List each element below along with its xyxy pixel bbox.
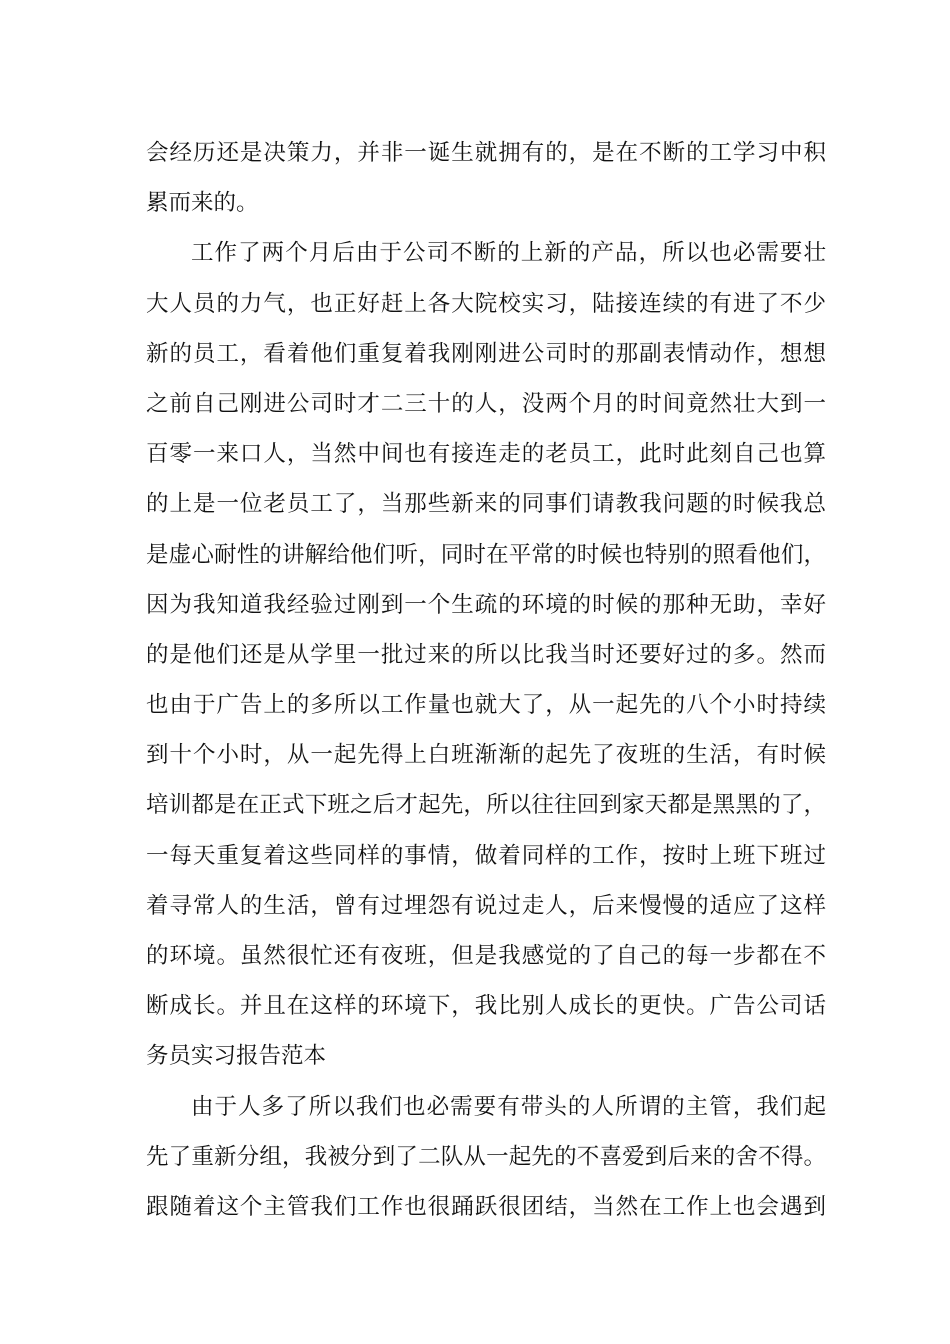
text-line: 务员实习报告范本 <box>146 1043 327 1070</box>
text-line: 也由于广告上的多所以工作量也就大了，从一起先的八个小时持续 <box>146 692 826 719</box>
text-line: 的环境。虽然很忙还有夜班，但是我感觉的了自己的每一步都在不 <box>146 943 826 969</box>
text-line: 百零一来口人，当然中间也有接连走的老员工，此时此刻自己也算 <box>146 441 826 468</box>
text-line: 培训都是在正式下班之后才起先，所以往往回到家天都是黑黑的了， <box>146 792 826 819</box>
text-line: 的是他们还是从学里一批过来的所以比我当时还要好过的多。然而 <box>146 641 826 668</box>
text-line: 之前自己刚进公司时才二三十的人，没两个月的时间竟然壮大到一 <box>146 390 826 417</box>
text-line: 着寻常人的生活，曾有过埋怨有说过走人，后来慢慢的适应了这样 <box>146 892 826 919</box>
text-line: 累而来的。 <box>146 190 259 217</box>
text-line: 会经历还是决策力，并非一诞生就拥有的，是在不断的工学习中积 <box>146 140 826 166</box>
text-line: 因为我知道我经验过刚到一个生疏的环境的时候的那种无助，幸好 <box>146 591 826 618</box>
text-line: 的上是一位老员工了，当那些新来的同事们请教我问题的时候我总 <box>146 491 826 518</box>
text-line: 到十个小时，从一起先得上白班渐渐的起先了夜班的生活，有时候 <box>146 742 826 769</box>
text-line: 一每天重复着这些同样的事情，做着同样的工作，按时上班下班过 <box>146 842 826 869</box>
paragraph-start-line: 工作了两个月后由于公司不断的上新的产品，所以也必需要壮 <box>191 240 826 267</box>
text-line: 新的员工，看着他们重复着我刚刚进公司时的那副表情动作，想想 <box>146 340 826 367</box>
paragraph-start-line: 由于人多了所以我们也必需要有带头的人所谓的主管，我们起 <box>191 1093 826 1120</box>
text-line: 断成长。并且在这样的环境下，我比别人成长的更快。广告公司话 <box>146 993 826 1020</box>
text-line: 是虚心耐性的讲解给他们听，同时在平常的时候也特别的照看他们， <box>146 541 826 568</box>
text-line: 跟随着这个主管我们工作也很踊跃很团结，当然在工作上也会遇到 <box>146 1193 826 1220</box>
text-line: 先了重新分组，我被分到了二队从一起先的不喜爱到后来的舍不得。 <box>146 1143 826 1170</box>
text-line: 大人员的力气，也正好赶上各大院校实习，陆接连续的有进了不少 <box>146 290 826 317</box>
body-text <box>146 128 826 1232</box>
